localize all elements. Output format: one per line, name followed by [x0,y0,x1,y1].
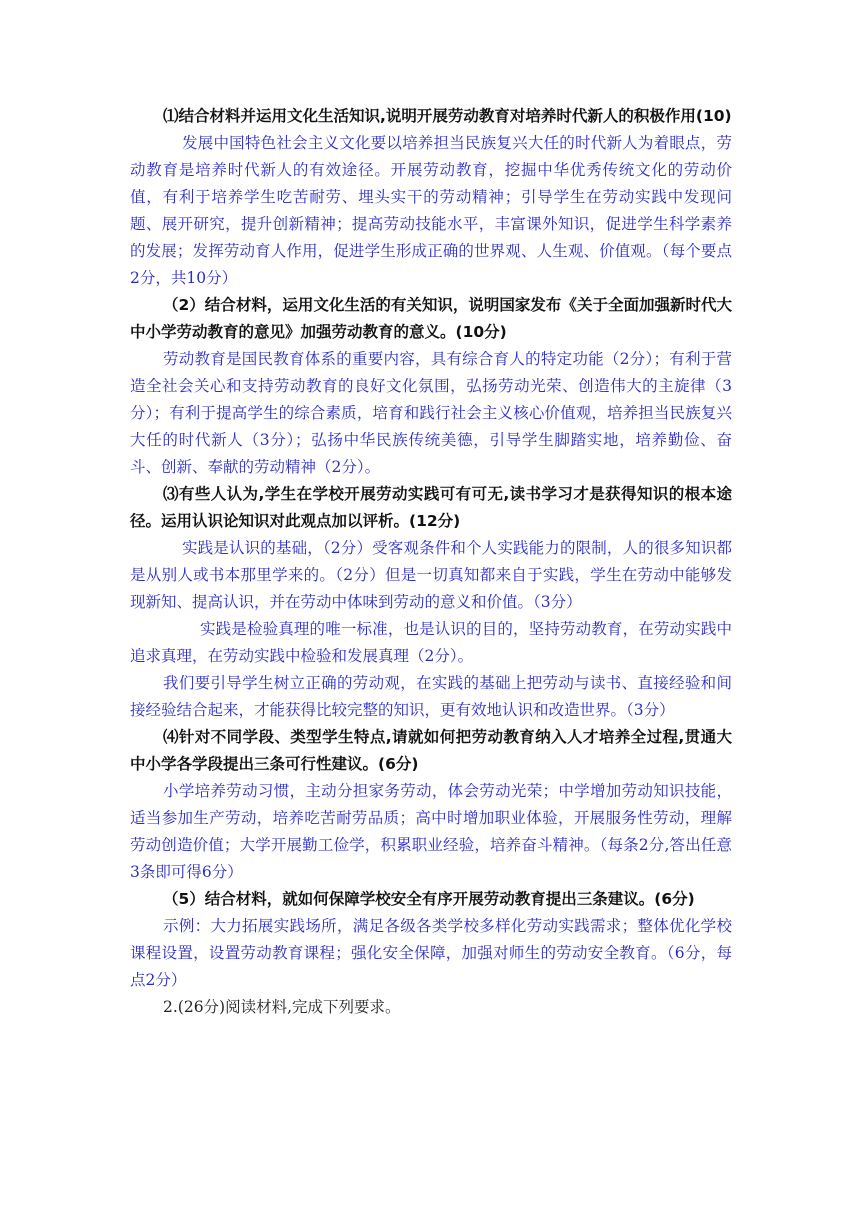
question-5: （5）结合材料，就如何保障学校安全有序开展劳动教育提出三条建议。(6分) [163,890,695,908]
next-question-heading: 2.(26分)阅读材料,完成下列要求。 [163,998,401,1016]
answer-2: 劳动教育是国民教育体系的重要内容，具有综合育人的特定功能（2分）；有利于营造全社会关心和支持劳动教育的良好文化氛围，弘扬劳动光荣、创造伟大的主旋律（3分）；有利于提高学生的综合素质，培育和践行社会主义核心价值观，培养担当民族复兴大任的时代新人（3分）；弘扬中华民族传统美德，引导学生脚踏实地，培养勤俭、奋斗、创新、奉献的劳动精神（2分）。 [130,350,732,476]
question-3: ⑶有些人认为,学生在学校开展劳动实践可有可无,读书学习才是获得知识的根本途径。运用认识论知识对此观点加以评析。(12分) [130,485,732,530]
answer-1: 发展中国特色社会主义文化要以培养担当民族复兴大任的时代新人为着眼点，劳动教育是培养时代新人的有效途径。开展劳动教育，挖掘中华优秀传统文化的劳动价值，有利于培养学生吃苦耐劳、埋头实干的劳动精神；引导学生在劳动实践中发现问题、展开研究，提升创新精神；提高劳动技能水平，丰富课外知识，促进学生科学素养的发展；发挥劳动育人作用，促进学生形成正确的世界观、人生观、价值观。（每个要点2分，共10分） [130,134,732,287]
answer-5: 示例：大力拓展实践场所，满足各级各类学校多样化劳动实践需求；整体优化学校课程设置，设置劳动教育课程；强化安全保障，加强对师生的劳动安全教育。（6分，每点2分） [130,917,732,989]
question-4: ⑷针对不同学段、类型学生特点,请就如何把劳动教育纳入人才培养全过程,贯通大中小学各学段提出三条可行性建议。(6分) [130,728,732,773]
question-2: （2）结合材料，运用文化生活的有关知识，说明国家发布《关于全面加强新时代大中小学劳动教育的意见》加强劳动教育的意义。(10分) [130,296,732,341]
answer-3-part-1: 实践是认识的基础，（2分）受客观条件和个人实践能力的限制，人的很多知识都是从别人或书本那里学来的。（2分）但是一切真知都来自于实践，学生在劳动中能够发现新知、提高认识，并在劳动中体味到劳动的意义和价值。（3分） [130,539,732,611]
answer-3-part-2: 实践是检验真理的唯一标准，也是认识的目的，坚持劳动教育，在劳动实践中追求真理，在劳动实践中检验和发展真理（2分）。 [130,620,732,665]
question-1: ⑴结合材料并运用文化生活知识,说明开展劳动教育对培养时代新人的积极作用(10) [163,107,732,125]
document-page [130,103,732,1021]
answer-3-part-3: 我们要引导学生树立正确的劳动观，在实践的基础上把劳动与读书、直接经验和间接经验结合起来，才能获得比较完整的知识，更有效地认识和改造世界。（3分） [130,674,732,719]
answer-4: 小学培养劳动习惯，主动分担家务劳动，体会劳动光荣；中学增加劳动知识技能，适当参加生产劳动，培养吃苦耐劳品质；高中时增加职业体验，开展服务性劳动，理解劳动创造价值；大学开展勤工俭学，积累职业经验，培养奋斗精神。（每条2分,答出任意3条即可得6分） [130,782,732,881]
